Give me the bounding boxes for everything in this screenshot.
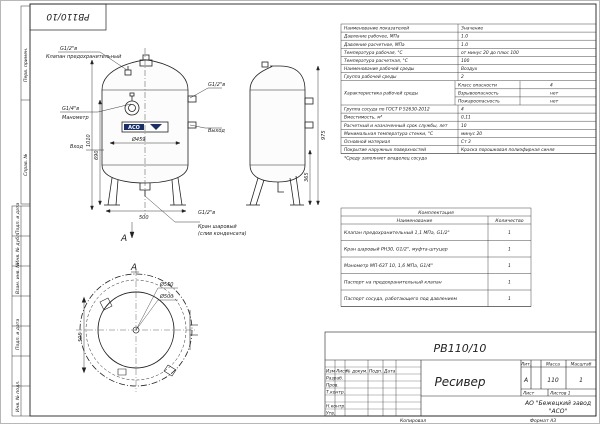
spec-row-name: Вместимость, м³ xyxy=(344,115,383,121)
components-row-name: Паспорт на предохранительный клапан xyxy=(344,280,442,286)
drain-thread-label: G1/2"в xyxy=(198,210,216,216)
company-line1: АО "Бежецкий завод xyxy=(524,400,592,407)
drawing-code: РВ110/10 xyxy=(433,342,487,355)
outlet-label: Выход xyxy=(208,128,225,134)
stamp-sign-date-2: Подп. и дата xyxy=(16,318,21,350)
lit-value: А xyxy=(523,377,529,384)
sheets-label: Листов 1 xyxy=(550,391,571,397)
components-row-qty: 1 xyxy=(508,280,511,286)
spec-row-name: Давление рабочее, МПа xyxy=(344,34,400,40)
dim-d550: Ø550 xyxy=(160,282,174,288)
spec-row-value: минус 20 xyxy=(461,131,483,137)
dim-500-front: 500 xyxy=(139,215,149,221)
spec-note: *Среду заполняет владелец сосуда xyxy=(344,156,427,162)
inlet-label: Вход xyxy=(70,144,83,150)
spec-row-name: Основной материал xyxy=(344,140,391,145)
spec-char-name: Класс опасности xyxy=(458,83,497,89)
title-block-col-header: Изм xyxy=(326,369,335,375)
spec-row-value: 2 xyxy=(461,75,464,81)
lit-header: Лит. xyxy=(520,362,532,368)
spec-row-value: Ст 3 xyxy=(461,140,471,145)
copied-label: Копировал xyxy=(400,419,427,424)
dim-505: 505 xyxy=(78,332,84,342)
stamp-sign-date-1: Подп. и дата xyxy=(16,202,21,234)
dim-d500: Ø500 xyxy=(160,294,174,300)
components-header-qty: Количество xyxy=(495,219,524,224)
components-title: Комплектация xyxy=(418,211,454,216)
spec-row-value: 1.0 xyxy=(461,34,468,40)
spec-char-value: 4 xyxy=(550,83,553,89)
valve-thread-label: G1/2"в xyxy=(60,46,78,52)
mass-header: Масса xyxy=(546,362,560,368)
title-block-role: Утв. xyxy=(326,411,336,417)
spec-char-value: нет xyxy=(550,91,559,97)
stamp-orig-inv: Инв. № подл. xyxy=(16,380,21,412)
format-label: Формат А3 xyxy=(530,419,557,424)
manometer-thread-label: G1/4"в xyxy=(62,106,80,112)
dim-690: 690 xyxy=(94,150,100,160)
valve-desc-label: Клапан предохранительный xyxy=(46,54,122,60)
mass-value: 110 xyxy=(547,377,559,384)
components-row-name: Паспорт сосуда, работающего под давлением xyxy=(344,296,457,302)
spec-header-value: Значение xyxy=(461,26,484,32)
components-row-qty: 1 xyxy=(508,230,511,236)
spec-row-value: 4 xyxy=(461,107,464,113)
spec-row-value: 1.0 xyxy=(461,42,468,48)
company-line2: "АСО" xyxy=(548,408,568,415)
stamp-first-use: Перв. примен. xyxy=(24,47,29,82)
title-block-role: Пров. xyxy=(326,383,339,389)
view-a-arrow-label: А xyxy=(121,234,128,244)
spec-row-value: 10 xyxy=(461,123,467,129)
spec-char-name: Взрывоопасность xyxy=(458,91,499,97)
spec-row-value: Воздух xyxy=(461,67,478,73)
spec-char-label: Характеристика рабочей среды xyxy=(344,91,419,97)
components-row-name: Кран шаровый РН30, G1/2", муфта-штуцер xyxy=(344,247,448,253)
components-row-qty: 1 xyxy=(508,296,511,302)
components-row-qty: 1 xyxy=(508,263,511,269)
sheet-label: Лист xyxy=(523,391,535,397)
spec-char-name: Пожароопасность xyxy=(458,99,500,105)
scale-header: Масштаб xyxy=(570,362,592,368)
spec-row-name: Группа рабочей среды xyxy=(344,75,397,81)
manometer-label: Манометр xyxy=(62,115,89,121)
title-block-col-header: Дата xyxy=(384,369,396,375)
outlet-thread-label: G1/2"в xyxy=(208,82,226,88)
components-row-name: Манометр МП-63Т 10, 1,6 МПа, G1/4" xyxy=(344,263,433,269)
spec-row-name: Давление расчетное, МПа xyxy=(344,42,405,48)
title-block-role: Разраб. xyxy=(326,376,344,382)
spec-row-name: Температура расчетная, °С xyxy=(344,59,408,64)
spec-row-name: Наименование рабочей среды xyxy=(344,67,415,73)
stamp-dup-inv: Инв. № дубл. xyxy=(16,232,21,264)
view-a-title: А xyxy=(131,263,138,273)
title-block-col-header: Лист xyxy=(336,369,348,375)
spec-char-value: нет xyxy=(550,99,559,105)
stamp-repl-inv: Взам. инв. № xyxy=(16,262,21,294)
spec-row-value: от минус 20 до плюс 100 xyxy=(461,50,519,56)
components-row-name: Клапан предохранительный 1,1 МПа, G1/2" xyxy=(344,230,450,236)
drain-desc1-label: Кран шаровый xyxy=(198,224,237,230)
title-block-role: Т.контр. xyxy=(326,390,346,396)
spec-row-value: 0,11 xyxy=(461,115,471,121)
dim-975: 975 xyxy=(321,130,327,140)
aco-logo-text: ACO xyxy=(128,125,140,131)
spec-row-value: 100 xyxy=(461,59,470,64)
spec-row-name: Покрытие наружных поверхностей xyxy=(344,148,426,154)
title-block-col-header: Подп. xyxy=(369,369,383,375)
drain-desc2-label: (слив конденсата) xyxy=(198,231,247,237)
spec-row-name: Расчетный и назначенный срок службы, лет xyxy=(344,123,448,129)
components-row-qty: 1 xyxy=(508,247,511,253)
dim-365: 365 xyxy=(304,172,310,182)
title-block-col-header: № докум. xyxy=(346,369,368,375)
components-header-name: Наименование xyxy=(396,219,433,224)
drawing-code-rotated: РВ110/10 xyxy=(46,11,90,21)
title-block-role: Н.контр. xyxy=(326,404,346,410)
stamp-ref-no: Справ. № xyxy=(24,153,29,176)
spec-row-name: Минимальная температура стенки, °С xyxy=(344,131,434,137)
dim-d459: Ø459 xyxy=(132,137,146,143)
spec-header-name: Наименование показателей xyxy=(344,26,410,32)
spec-row-name: Группа сосуда по ГОСТ Р 52630-2012 xyxy=(344,107,430,113)
scale-value: 1 xyxy=(579,377,583,384)
drawing-title: Ресивер xyxy=(434,375,486,389)
spec-row-value: Краска порошковая полиэфирная синяя xyxy=(461,148,555,154)
dim-1010: 1010 xyxy=(86,134,92,147)
spec-row-name: Температура рабочая, °С xyxy=(344,50,403,56)
